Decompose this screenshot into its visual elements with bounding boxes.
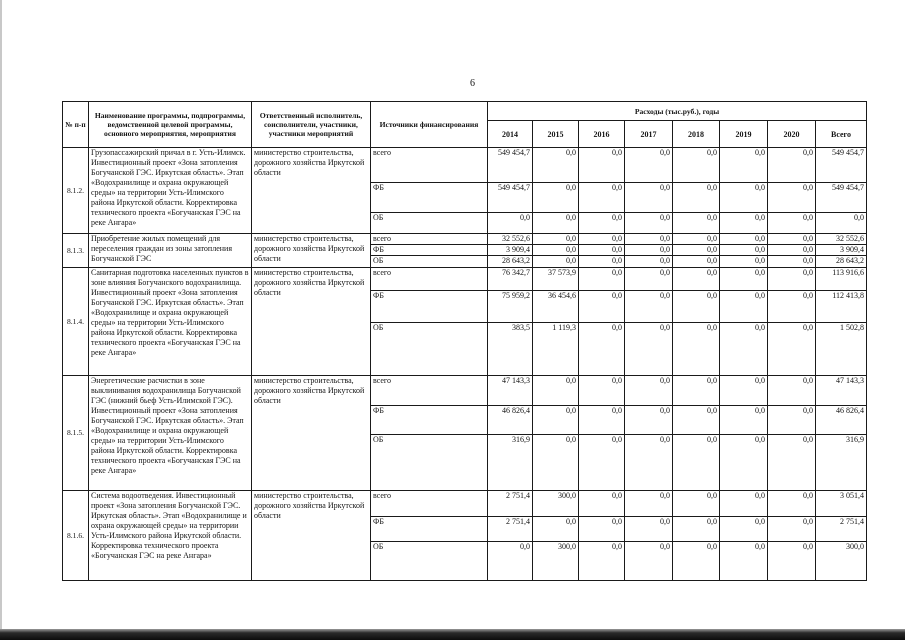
header-funding-sources: Источники финансирования xyxy=(371,102,488,148)
value-2018: 0,0 xyxy=(673,268,720,291)
value-2014: 76 342,7 xyxy=(488,268,533,291)
funding-source: всего xyxy=(371,376,488,406)
funding-source: всего xyxy=(371,148,488,183)
value-2015: 300,0 xyxy=(533,491,579,517)
value-2017: 0,0 xyxy=(625,435,673,491)
program-name: Приобретение жилых помещений для переселения граждан из зоны затопления Богучанской ГЭС xyxy=(89,234,252,268)
header-year-2015: 2015 xyxy=(533,121,579,148)
value-2017: 0,0 xyxy=(625,406,673,435)
funding-source: ФБ xyxy=(371,517,488,542)
value-2018: 0,0 xyxy=(673,406,720,435)
value-2016: 0,0 xyxy=(579,183,625,213)
table-row xyxy=(63,491,867,517)
responsible-executor: министерство строительства, дорожного хозяйства Иркутской области xyxy=(252,234,371,268)
value-2016: 0,0 xyxy=(579,234,625,245)
scan-left-edge xyxy=(0,0,2,640)
value-2019: 0,0 xyxy=(720,213,768,234)
value-2018: 0,0 xyxy=(673,491,720,517)
item-number: 8.1.2. xyxy=(63,148,89,234)
value-2018: 0,0 xyxy=(673,256,720,268)
value-2016: 0,0 xyxy=(579,542,625,581)
header-year-2019: 2019 xyxy=(720,121,768,148)
header-year-2018: 2018 xyxy=(673,121,720,148)
value-2014: 46 826,4 xyxy=(488,406,533,435)
value-2015: 0,0 xyxy=(533,183,579,213)
value-2016: 0,0 xyxy=(579,213,625,234)
header-year-2020: 2020 xyxy=(768,121,816,148)
value-2015: 37 573,9 xyxy=(533,268,579,291)
value-2017: 0,0 xyxy=(625,234,673,245)
value-2020: 0,0 xyxy=(768,148,816,183)
value-2019: 0,0 xyxy=(720,542,768,581)
funding-source: ОБ xyxy=(371,213,488,234)
value-2019: 0,0 xyxy=(720,234,768,245)
expenses-table xyxy=(62,101,867,581)
value-2016: 0,0 xyxy=(579,376,625,406)
table-header xyxy=(63,102,867,148)
value-total: 549 454,7 xyxy=(816,148,867,183)
value-2017: 0,0 xyxy=(625,256,673,268)
value-total: 113 916,6 xyxy=(816,268,867,291)
table-row xyxy=(63,148,867,183)
value-2019: 0,0 xyxy=(720,435,768,491)
value-2014: 3 909,4 xyxy=(488,245,533,256)
header-row xyxy=(63,102,867,121)
value-2014: 47 143,3 xyxy=(488,376,533,406)
value-2019: 0,0 xyxy=(720,183,768,213)
value-2015: 0,0 xyxy=(533,234,579,245)
value-2014: 549 454,7 xyxy=(488,183,533,213)
value-total: 316,9 xyxy=(816,435,867,491)
value-2016: 0,0 xyxy=(579,268,625,291)
value-2015: 0,0 xyxy=(533,376,579,406)
value-2017: 0,0 xyxy=(625,542,673,581)
value-2016: 0,0 xyxy=(579,291,625,323)
value-2020: 0,0 xyxy=(768,435,816,491)
value-2018: 0,0 xyxy=(673,245,720,256)
value-2018: 0,0 xyxy=(673,148,720,183)
value-2017: 0,0 xyxy=(625,491,673,517)
value-2015: 36 454,6 xyxy=(533,291,579,323)
funding-source: ОБ xyxy=(371,435,488,491)
item-number: 8.1.3. xyxy=(63,234,89,268)
value-total: 300,0 xyxy=(816,542,867,581)
funding-source: ФБ xyxy=(371,183,488,213)
funding-source: ФБ xyxy=(371,406,488,435)
header-year-2016: 2016 xyxy=(579,121,625,148)
table-row xyxy=(63,234,867,245)
header-year-2017: 2017 xyxy=(625,121,673,148)
funding-source: ОБ xyxy=(371,256,488,268)
value-2014: 32 552,6 xyxy=(488,234,533,245)
value-2018: 0,0 xyxy=(673,213,720,234)
value-2020: 0,0 xyxy=(768,183,816,213)
responsible-executor: министерство строительства, дорожного хозяйства Иркутской области xyxy=(252,268,371,376)
item-number: 8.1.6. xyxy=(63,491,89,581)
value-2018: 0,0 xyxy=(673,234,720,245)
value-2014: 316,9 xyxy=(488,435,533,491)
value-2017: 0,0 xyxy=(625,183,673,213)
value-2017: 0,0 xyxy=(625,148,673,183)
value-2020: 0,0 xyxy=(768,517,816,542)
funding-source: ФБ xyxy=(371,291,488,323)
value-2014: 2 751,4 xyxy=(488,491,533,517)
header-number: № п-п xyxy=(63,102,89,148)
value-2020: 0,0 xyxy=(768,234,816,245)
value-2015: 1 119,3 xyxy=(533,323,579,376)
funding-source: всего xyxy=(371,491,488,517)
item-number: 8.1.5. xyxy=(63,376,89,491)
header-responsible: Ответственный исполнитель, соисполнители, участники, участники мероприятий xyxy=(252,102,371,148)
value-2014: 0,0 xyxy=(488,213,533,234)
value-total: 28 643,2 xyxy=(816,256,867,268)
value-total: 32 552,6 xyxy=(816,234,867,245)
program-name: Энергетические расчистки в зоне выклинивания водохранилища Богучанской ГЭС (нижний бьеф Усть-Илимской ГЭС). Инвестиционный проект «Зона затопления Богучанской ГЭС. Иркутская область». Этап «Водохранилище и охрана окружающей среды» на территории Усть-Илимского района Иркутской области. Корректировка технического проекта «Богучанская ГЭС на реке Ангара» xyxy=(89,376,252,491)
value-total: 3 909,4 xyxy=(816,245,867,256)
funding-source: всего xyxy=(371,268,488,291)
value-2014: 549 454,7 xyxy=(488,148,533,183)
value-2015: 0,0 xyxy=(533,213,579,234)
value-2016: 0,0 xyxy=(579,256,625,268)
value-2015: 0,0 xyxy=(533,245,579,256)
value-2020: 0,0 xyxy=(768,406,816,435)
value-total: 112 413,8 xyxy=(816,291,867,323)
value-2016: 0,0 xyxy=(579,491,625,517)
value-2020: 0,0 xyxy=(768,491,816,517)
table-row xyxy=(63,376,867,406)
value-2018: 0,0 xyxy=(673,183,720,213)
value-2019: 0,0 xyxy=(720,148,768,183)
value-2016: 0,0 xyxy=(579,406,625,435)
value-total: 2 751,4 xyxy=(816,517,867,542)
value-total: 1 502,8 xyxy=(816,323,867,376)
value-2018: 0,0 xyxy=(673,323,720,376)
table-body xyxy=(63,148,867,581)
value-2020: 0,0 xyxy=(768,291,816,323)
header-program-name: Наименование программы, подпрограммы, ведомственной целевой программы, основного мероприятия, мероприятия xyxy=(89,102,252,148)
value-2015: 0,0 xyxy=(533,148,579,183)
value-2014: 383,5 xyxy=(488,323,533,376)
value-2017: 0,0 xyxy=(625,268,673,291)
value-2018: 0,0 xyxy=(673,291,720,323)
header-year-2014: 2014 xyxy=(488,121,533,148)
value-2014: 0,0 xyxy=(488,542,533,581)
program-name: Санитарная подготовка населенных пунктов в зоне влияния Богучанского водохранилища. Инвестиционный проект «Зона затопления Богучанской ГЭС. Иркутская область». Этап «Водохранилище и охрана окружающей среды» на территории Усть-Илимского района Иркутской области. Корректировка технического проекта «Богучанская ГЭС на реке Ангара» xyxy=(89,268,252,376)
value-2018: 0,0 xyxy=(673,542,720,581)
value-2019: 0,0 xyxy=(720,291,768,323)
value-2020: 0,0 xyxy=(768,213,816,234)
value-2019: 0,0 xyxy=(720,406,768,435)
value-2020: 0,0 xyxy=(768,376,816,406)
value-2014: 28 643,2 xyxy=(488,256,533,268)
value-2020: 0,0 xyxy=(768,268,816,291)
value-2017: 0,0 xyxy=(625,213,673,234)
funding-source: ОБ xyxy=(371,323,488,376)
funding-source: ФБ xyxy=(371,245,488,256)
value-2018: 0,0 xyxy=(673,435,720,491)
value-2020: 0,0 xyxy=(768,256,816,268)
value-2016: 0,0 xyxy=(579,148,625,183)
value-2018: 0,0 xyxy=(673,376,720,406)
value-2019: 0,0 xyxy=(720,268,768,291)
value-2016: 0,0 xyxy=(579,245,625,256)
value-2017: 0,0 xyxy=(625,323,673,376)
scan-bottom-edge xyxy=(0,629,905,640)
value-2015: 0,0 xyxy=(533,256,579,268)
value-2016: 0,0 xyxy=(579,323,625,376)
value-total: 549 454,7 xyxy=(816,183,867,213)
value-2015: 0,0 xyxy=(533,406,579,435)
value-2017: 0,0 xyxy=(625,245,673,256)
value-2018: 0,0 xyxy=(673,517,720,542)
responsible-executor: министерство строительства, дорожного хозяйства Иркутской области xyxy=(252,491,371,581)
program-name: Система водоотведения. Инвестиционный проект «Зона затопления Богучанской ГЭС. Иркутская область». Этап «Водохранилище и охрана окружающей среды» на территории Усть-Илимского района Иркутской области. Корректировка технического проекта «Богучанская ГЭС на реке Ангара» xyxy=(89,491,252,581)
value-2019: 0,0 xyxy=(720,256,768,268)
value-2015: 0,0 xyxy=(533,517,579,542)
funding-source: всего xyxy=(371,234,488,245)
value-2019: 0,0 xyxy=(720,245,768,256)
value-2014: 2 751,4 xyxy=(488,517,533,542)
value-2016: 0,0 xyxy=(579,517,625,542)
header-expenses: Расходы (тыс.руб.), годы xyxy=(488,102,867,121)
value-total: 3 051,4 xyxy=(816,491,867,517)
value-2015: 0,0 xyxy=(533,435,579,491)
value-2015: 300,0 xyxy=(533,542,579,581)
value-total: 47 143,3 xyxy=(816,376,867,406)
value-2017: 0,0 xyxy=(625,517,673,542)
value-2019: 0,0 xyxy=(720,323,768,376)
value-2019: 0,0 xyxy=(720,376,768,406)
item-number: 8.1.4. xyxy=(63,268,89,376)
value-2020: 0,0 xyxy=(768,245,816,256)
value-2019: 0,0 xyxy=(720,491,768,517)
value-2014: 75 959,2 xyxy=(488,291,533,323)
value-total: 0,0 xyxy=(816,213,867,234)
table-row xyxy=(63,268,867,291)
value-2017: 0,0 xyxy=(625,376,673,406)
program-name: Грузопассажирский причал в г. Усть-Илимск. Инвестиционный проект «Зона затопления Богучанской ГЭС. Иркутская область». Этап «Водохранилище и охрана окружающей среды» на территории Усть-Илимского района Иркутской области. Корректировка технического проекта «Богучанская ГЭС на реке Ангара» xyxy=(89,148,252,234)
page-number: 6 xyxy=(470,78,475,89)
value-2016: 0,0 xyxy=(579,435,625,491)
responsible-executor: министерство строительства, дорожного хозяйства Иркутской области xyxy=(252,376,371,491)
value-total: 46 826,4 xyxy=(816,406,867,435)
header-total: Всего xyxy=(816,121,867,148)
value-2017: 0,0 xyxy=(625,291,673,323)
funding-source: ОБ xyxy=(371,542,488,581)
value-2019: 0,0 xyxy=(720,517,768,542)
value-2020: 0,0 xyxy=(768,542,816,581)
responsible-executor: министерство строительства, дорожного хозяйства Иркутской области xyxy=(252,148,371,234)
value-2020: 0,0 xyxy=(768,323,816,376)
